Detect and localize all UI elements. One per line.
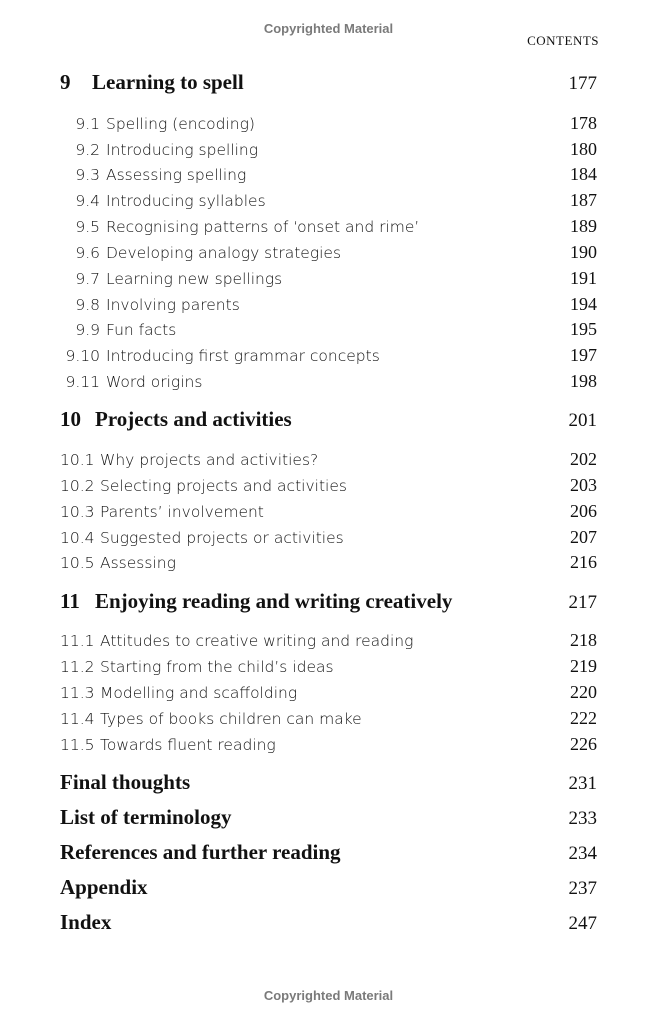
page-number: 191 <box>570 268 597 288</box>
toc-section[interactable] <box>60 242 597 263</box>
section-number: 10.4 <box>60 529 95 547</box>
section-number: 9.10 <box>65 347 100 365</box>
page-number: 190 <box>570 242 597 262</box>
page-number: 247 <box>568 913 597 934</box>
page-number: 234 <box>568 843 597 864</box>
section-title: Selecting projects and activities <box>100 477 347 495</box>
page-number: 237 <box>568 878 597 899</box>
chapter-11-entry[interactable] <box>60 589 597 614</box>
toc-section[interactable] <box>60 527 597 548</box>
section-title: Recognising patterns of ‘onset and rime’ <box>106 218 420 236</box>
chapter-title: Learning to spell <box>92 70 244 94</box>
page-number: 180 <box>570 139 597 159</box>
section-title: Word origins <box>106 373 203 391</box>
entry-title: Index <box>60 910 112 934</box>
toc-section[interactable] <box>60 501 597 522</box>
section-number: 9.1 <box>75 115 100 133</box>
running-head: CONTENTS <box>527 33 599 48</box>
section-number: 9.4 <box>75 192 100 210</box>
toc-section[interactable] <box>60 734 597 755</box>
section-number: 9.11 <box>65 373 100 391</box>
page-number: 187 <box>570 190 597 210</box>
toc-section[interactable] <box>60 294 597 315</box>
page-number: 178 <box>570 113 597 133</box>
section-title: Fun facts <box>106 321 177 339</box>
section-title: Assessing <box>100 554 176 572</box>
section-number: 9.9 <box>75 321 100 339</box>
chapter-title: Projects and activities <box>95 407 292 431</box>
section-title: Introducing spelling <box>106 141 259 159</box>
page-number: 194 <box>570 294 597 314</box>
page-number: 184 <box>570 164 597 184</box>
chapter-number: 9 <box>60 70 71 94</box>
back-matter-final-thoughts[interactable] <box>60 770 597 795</box>
section-title: Assessing spelling <box>106 166 247 184</box>
toc-section[interactable] <box>60 708 597 729</box>
page-number: 202 <box>570 449 597 469</box>
page-number: 218 <box>570 630 597 650</box>
chapter-title: Enjoying reading and writing creatively <box>95 589 453 613</box>
section-title: Attitudes to creative writing and reading <box>100 632 414 650</box>
section-title: Parents’ involvement <box>100 503 264 521</box>
section-title: Modelling and scaffolding <box>100 684 298 702</box>
page-number: 198 <box>570 371 597 391</box>
toc-section[interactable] <box>60 268 597 289</box>
section-number: 11.3 <box>60 684 95 702</box>
page-number: 195 <box>570 319 597 339</box>
toc-section[interactable] <box>60 371 597 392</box>
toc-section[interactable] <box>60 216 597 237</box>
section-title: Why projects and activities? <box>100 451 319 469</box>
section-title: Types of books children can make <box>100 710 362 728</box>
section-title: Introducing syllables <box>106 192 266 210</box>
page-number: 217 <box>568 592 597 613</box>
section-number: 9.8 <box>75 296 100 314</box>
back-matter-appendix[interactable] <box>60 875 597 900</box>
toc-section[interactable] <box>60 630 597 651</box>
chapter-number: 11 <box>60 589 80 613</box>
chapter-9-entry[interactable] <box>60 70 597 95</box>
section-number: 9.3 <box>75 166 100 184</box>
toc-section[interactable] <box>60 552 597 573</box>
page-number: 216 <box>570 552 597 572</box>
section-title: Learning new spellings <box>106 270 283 288</box>
toc-section[interactable] <box>60 449 597 470</box>
toc-section[interactable] <box>60 319 597 340</box>
toc-section[interactable] <box>60 164 597 185</box>
page-number: 177 <box>568 73 597 94</box>
section-number: 11.4 <box>60 710 95 728</box>
entry-title: Appendix <box>60 875 148 899</box>
toc-section[interactable] <box>60 656 597 677</box>
section-number: 11.1 <box>60 632 95 650</box>
page-number: 206 <box>570 501 597 521</box>
page-number: 207 <box>570 527 597 547</box>
back-matter-index[interactable] <box>60 910 597 935</box>
toc-section[interactable] <box>60 475 597 496</box>
section-number: 10.1 <box>60 451 95 469</box>
page-number: 197 <box>570 345 597 365</box>
page-number: 219 <box>570 656 597 676</box>
section-number: 11.2 <box>60 658 95 676</box>
section-title: Towards fluent reading <box>100 736 276 754</box>
watermark-bottom: Copyrighted Material <box>263 988 394 1003</box>
section-number: 9.5 <box>75 218 100 236</box>
section-number: 10.3 <box>60 503 95 521</box>
page-number: 226 <box>570 734 597 754</box>
page-number: 233 <box>568 808 597 829</box>
section-title: Involving parents <box>106 296 240 314</box>
section-number: 9.2 <box>75 141 100 159</box>
section-number: 9.6 <box>75 244 100 262</box>
chapter-10-entry[interactable] <box>60 407 597 432</box>
section-title: Starting from the child’s ideas <box>100 658 334 676</box>
toc-section[interactable] <box>60 682 597 703</box>
back-matter-terminology[interactable] <box>60 805 597 830</box>
toc-section[interactable] <box>60 345 597 366</box>
section-number: 10.2 <box>60 477 95 495</box>
section-number: 10.5 <box>60 554 95 572</box>
watermark-top: Copyrighted Material <box>263 21 394 36</box>
entry-title: List of terminology <box>60 805 232 829</box>
page-number: 203 <box>570 475 597 495</box>
entry-title: Final thoughts <box>60 770 191 794</box>
page-number: 231 <box>568 773 597 794</box>
chapter-number: 10 <box>60 407 81 431</box>
toc-section[interactable] <box>60 190 597 211</box>
entry-title: References and further reading <box>60 840 341 864</box>
section-number: 9.7 <box>75 270 100 288</box>
section-title: Spelling (encoding) <box>106 115 255 133</box>
section-number: 11.5 <box>60 736 95 754</box>
section-title: Developing analogy strategies <box>106 244 342 262</box>
page-number: 222 <box>570 708 597 728</box>
page-number: 220 <box>570 682 597 702</box>
section-title: Introducing first grammar concepts <box>106 347 380 365</box>
toc-section[interactable] <box>60 113 597 134</box>
section-title: Suggested projects or activities <box>100 529 344 547</box>
back-matter-references[interactable] <box>60 840 597 865</box>
toc-section[interactable] <box>60 139 597 160</box>
page-number: 189 <box>570 216 597 236</box>
page-number: 201 <box>568 410 597 431</box>
